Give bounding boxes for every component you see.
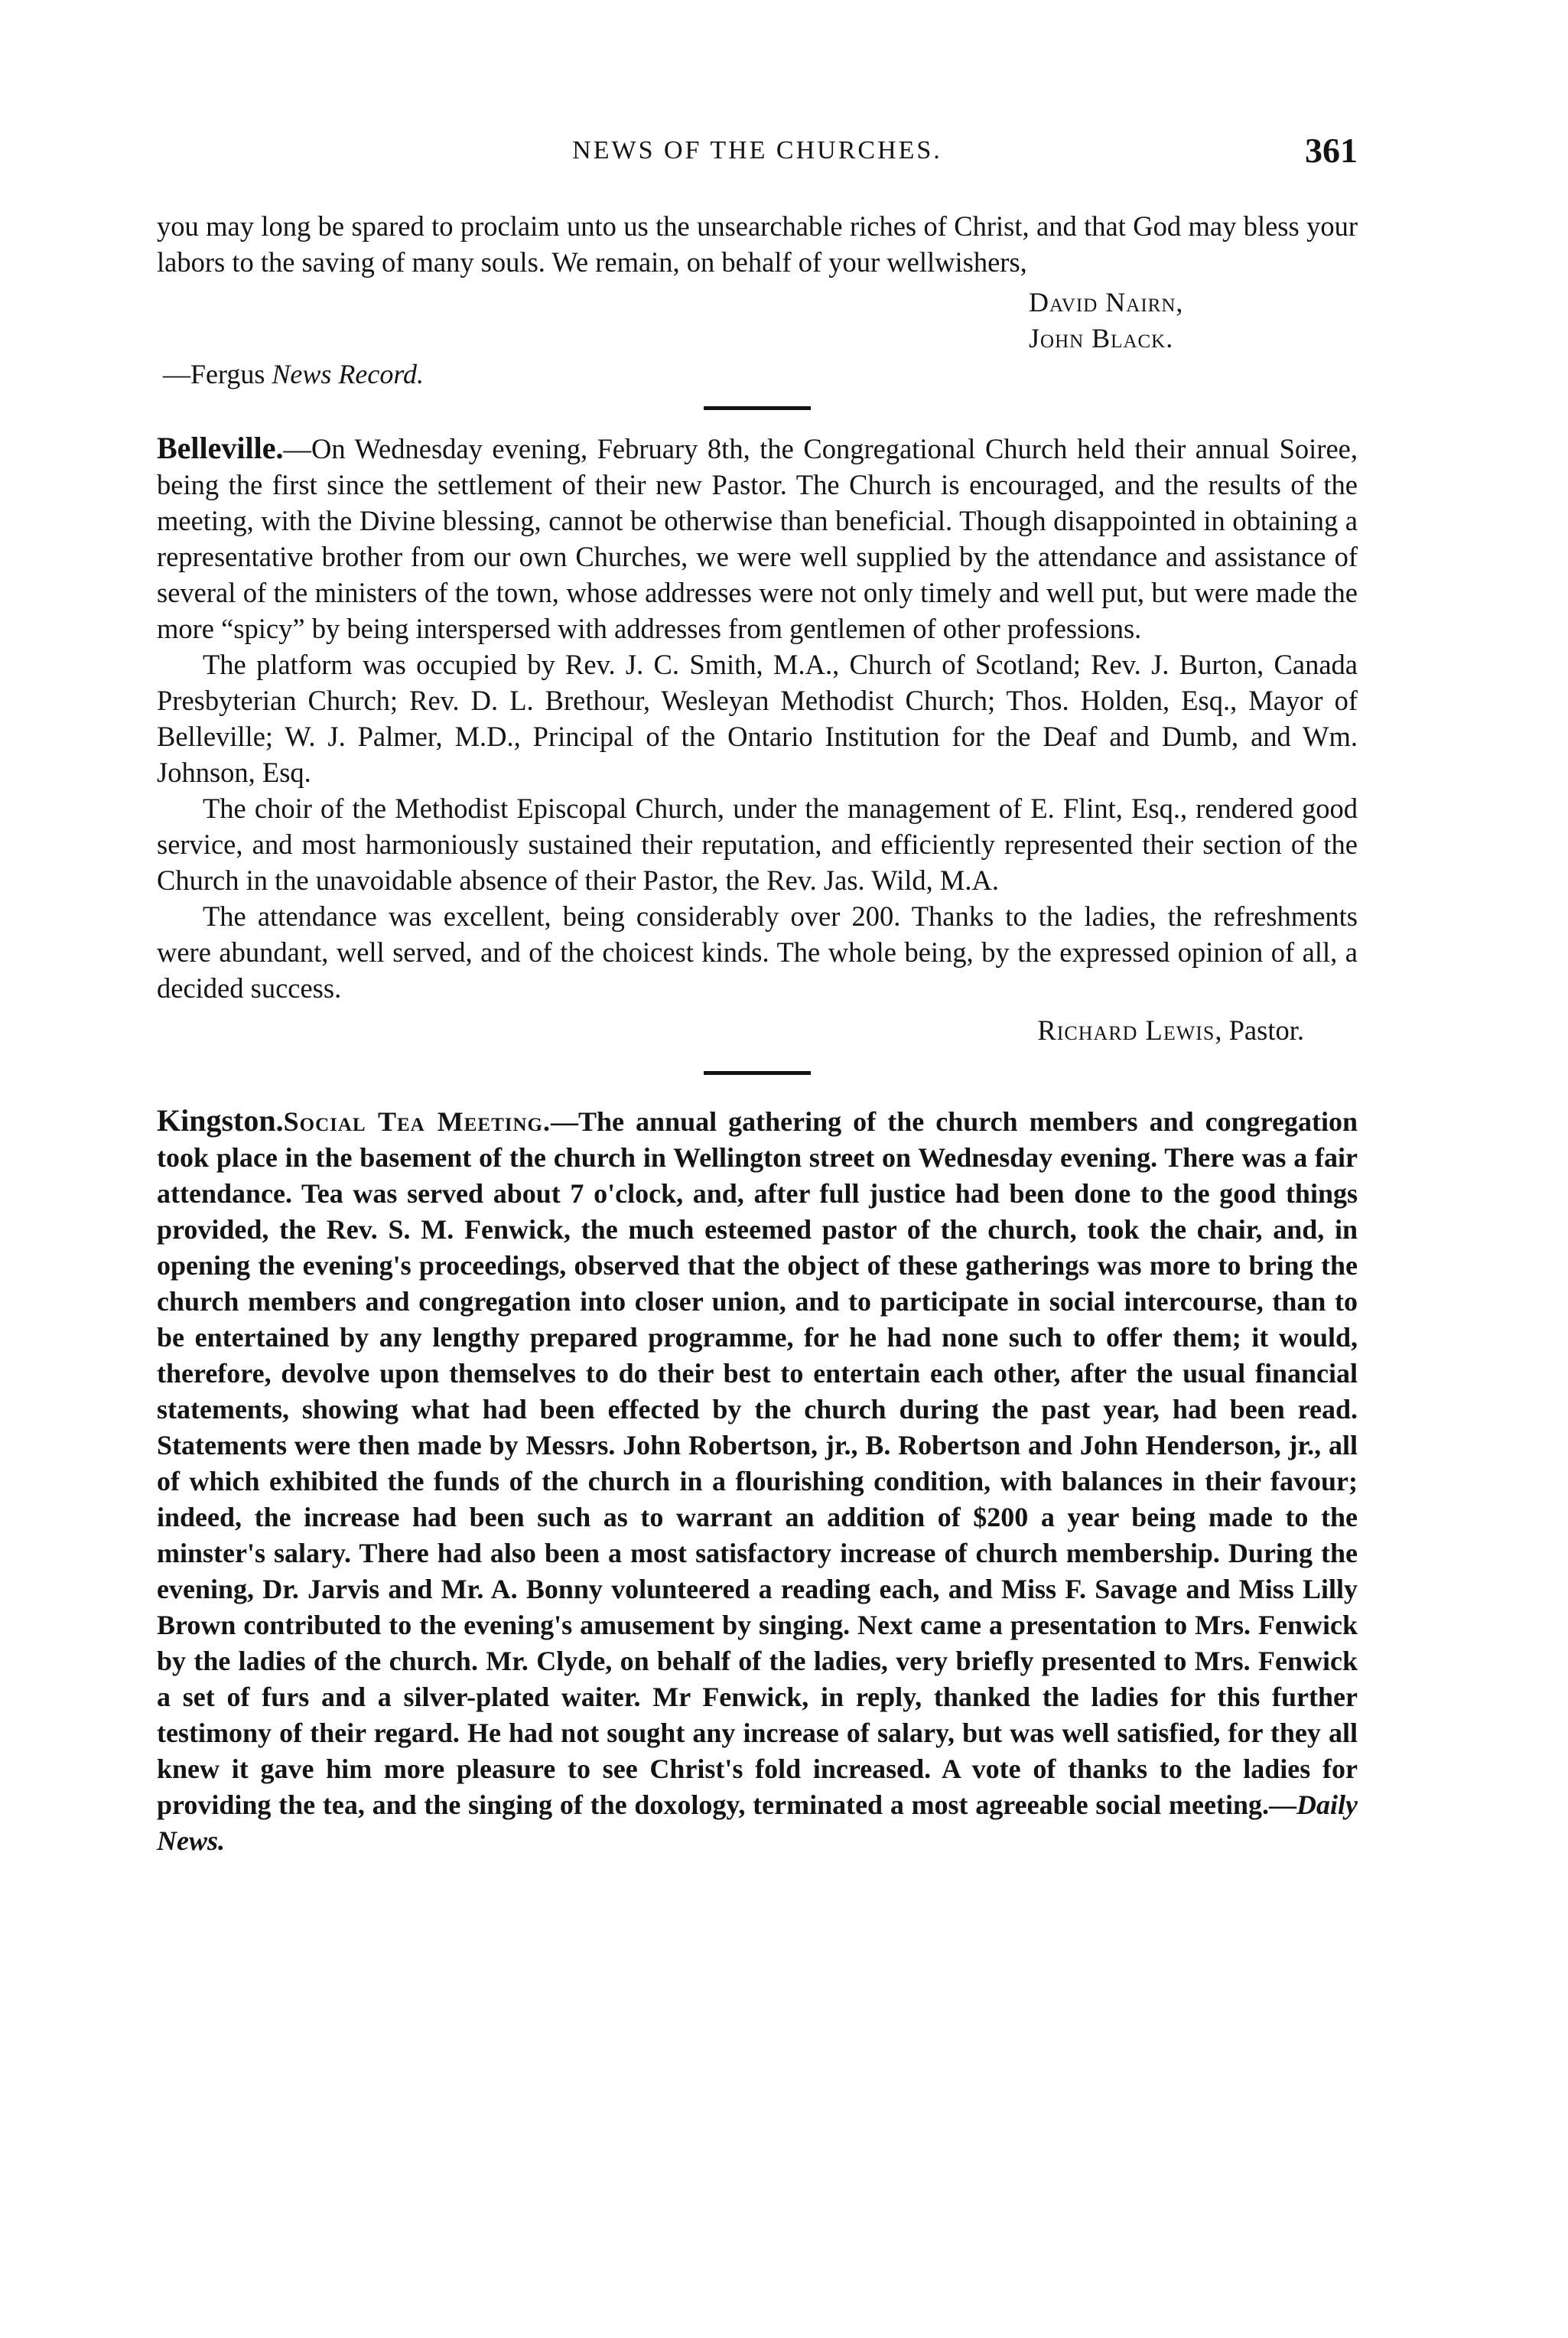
fergus-source-credit	[163, 357, 1358, 392]
place-heading: Kingston.	[157, 1103, 284, 1138]
belleville-paragraph	[157, 430, 1358, 646]
signoff-title: , Pastor.	[1215, 1014, 1304, 1046]
section-divider	[704, 406, 811, 410]
source-name: News Record.	[272, 359, 424, 389]
paragraph-text: —On Wednesday evening, February 8th, the Congregational Church held their annual Soiree, being the first since the settlement of their new Pastor. The Church is encouraged, and the results of the meeting, with the Divine blessing, cannot be otherwise than beneficial. Though disappointed in obtaining a representative brother from our own Churches, we were well supplied by the attendance and assistance of several of the ministers of the town, whose addresses were not only timely and well put, but were made the more “spicy” by being interspersed with addresses from gentlemen of other professions.	[157, 433, 1358, 644]
kingston-paragraph	[157, 1102, 1358, 1859]
paragraph-text: —The annual gathering of the church members and congregation took place in the basement of the church in Wellington street on Wednesday evening. There was a fair attendance. Tea was served about 7 o'clock, and, after full justice had been done to the good things provided, the Rev. S. M. Fenwick, the much esteemed pastor of the church, took the chair, and, in opening the evening's proceedings, observed that the object of these gatherings was more to bring the church members and congregation into closer union, and to participate in social intercourse, than to be entertained by any lengthy prepared programme, for he had none such to offer them; it would, therefore, devolve upon themselves to do their best to entertain each other, after the usual financial statements, showing what had been effected by the church during the past year, had been read. Statements were then made by Messrs. John Robertson, jr., B. Robertson and John Henderson, jr., all of which exhibited the funds of the church in a flourishing condition, with balances in their favour; indeed, the increase had been such as to warrant an addition of $200 a year being made to the minster's salary. There had also been a most satisfactory increase of church membership. During the evening, Dr. Jarvis and Mr. A. Bonny volunteered a reading each, and Miss F. Savage and Miss Lilly Brown contributed to the evening's amusement by singing. Next came a presentation to Mrs. Fenwick by the ladies of the church. Mr. Clyde, on behalf of the ladies, very briefly presented to Mrs. Fenwick a set of furs and a silver-plated waiter. Mr Fenwick, in reply, thanked the ladies for this further testimony of their regard. He had not sought any increase of salary, but was well satisfied, for they all knew it gave him more pleasure to see Christ's fold increased. A vote of thanks to the ladies for providing the tea, and the singing of the doxology, terminated a most agreeable social meeting.	[157, 1106, 1358, 1820]
signatory: David Nairn,	[1029, 287, 1184, 317]
signatories	[1029, 285, 1358, 357]
source-name: Daily News.	[157, 1789, 1358, 1856]
belleville-paragraph: The platform was occupied by Rev. J. C. Smith, M.A., Church of Scotland; Rev. J. Burton, Canada Presbyterian Church; Rev. D. L. Brethour, Wesleyan Methodist Church; Thos. Holden, Esq., Mayor of Belleville; W. J. Palmer, M.D., Principal of the Ontario Institution for the Deaf and Dumb, and Wm. Johnson, Esq.	[157, 649, 1358, 788]
belleville-section	[157, 430, 1358, 1048]
subheading: Social Tea Meeting.	[283, 1106, 551, 1137]
place-heading: Belleville.	[157, 431, 284, 465]
source-prefix: —Fergus	[163, 359, 272, 389]
belleville-paragraph: The choir of the Methodist Episcopal Church, under the management of E. Flint, Esq., rendered good service, and most harmoniously sustained their reputation, and efficiently represented their section of the Church in the unavoidable absence of their Pastor, the Rev. Jas. Wild, M.A.	[157, 793, 1358, 896]
kingston-section	[157, 1102, 1358, 1859]
running-title: NEWS OF THE CHURCHES.	[572, 136, 942, 164]
signoff-name: Richard Lewis	[1037, 1014, 1215, 1046]
page-number: 361	[1305, 131, 1358, 170]
pastor-signoff	[157, 1012, 1358, 1048]
page-body	[157, 208, 1358, 1859]
fergus-section	[157, 208, 1358, 392]
fergus-closing-paragraph: you may long be spared to proclaim unto us the unsearchable riches of Christ, and that God may bless your labors to the saving of many souls. We remain, on behalf of your wellwishers,	[157, 210, 1358, 278]
page-header	[157, 130, 1358, 176]
source-dash: —	[1269, 1789, 1297, 1820]
signatory: John Black.	[1029, 323, 1174, 353]
belleville-paragraph: The attendance was excellent, being considerably over 200. Thanks to the ladies, the refreshments were abundant, well served, and of the choicest kinds. The whole being, by the expressed opinion of all, a decided success.	[157, 900, 1358, 1004]
section-divider	[704, 1071, 811, 1075]
